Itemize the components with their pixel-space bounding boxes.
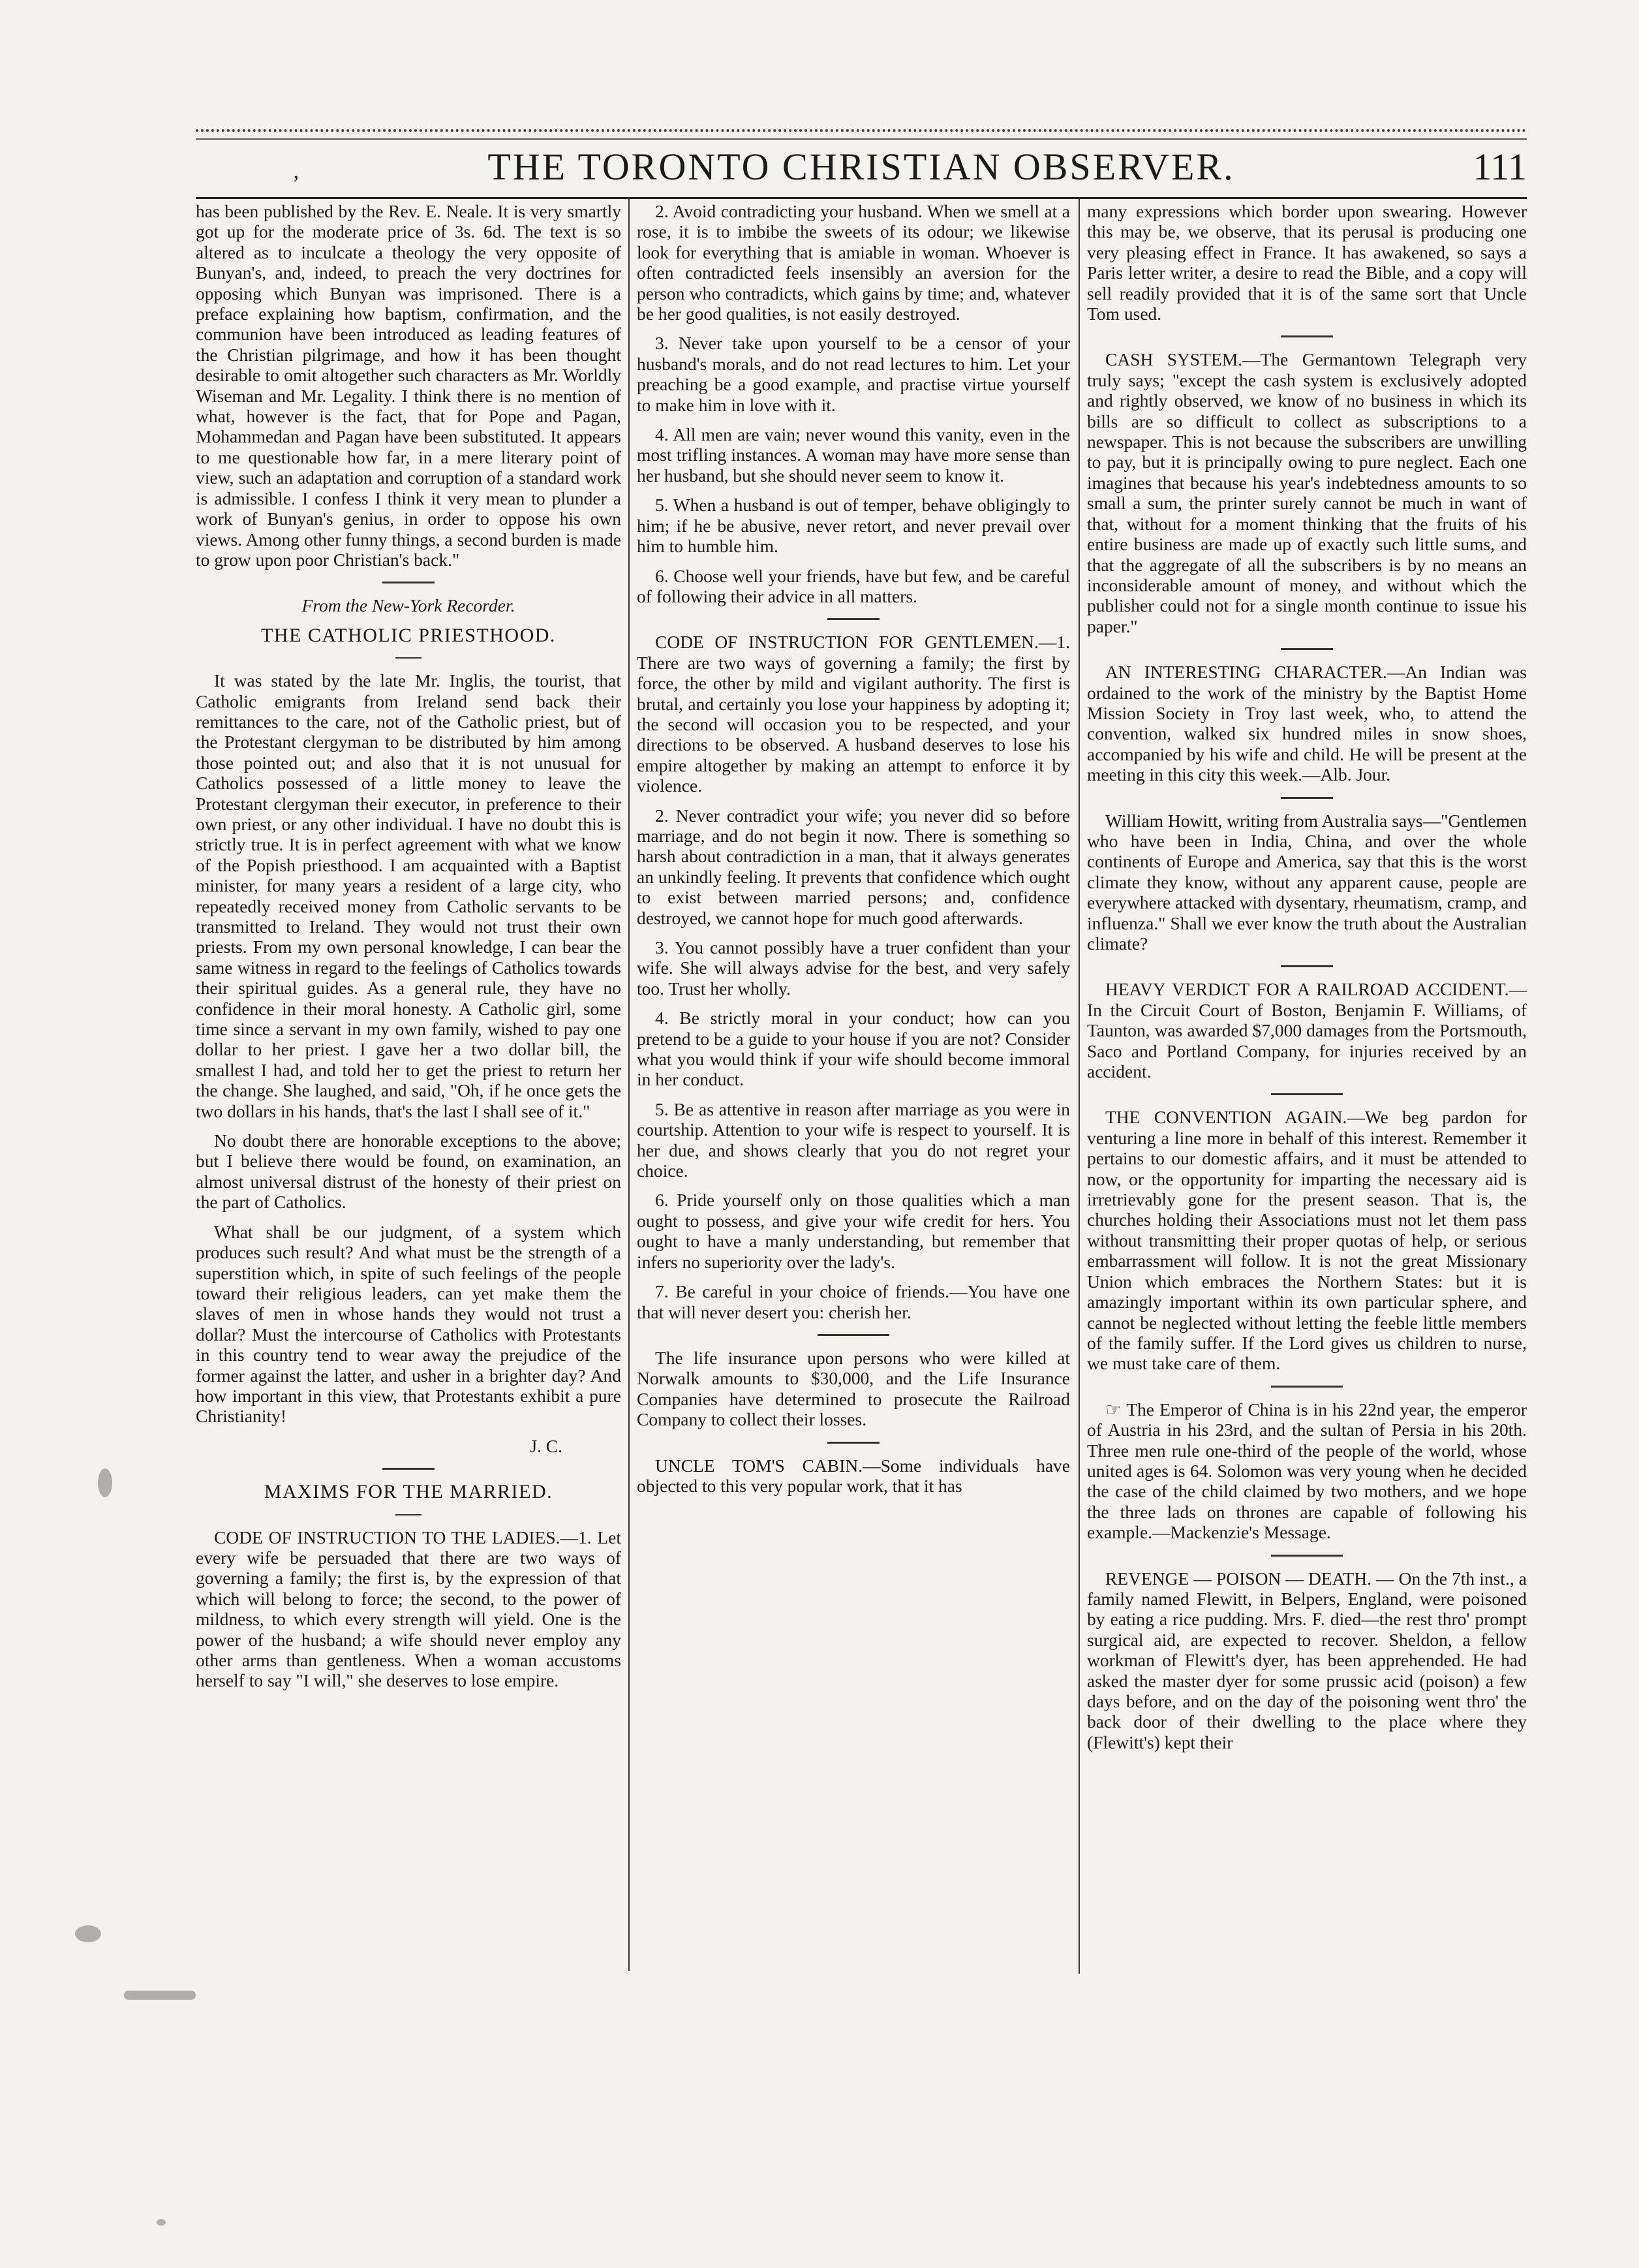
article-paragraph: CODE OF INSTRUCTION FOR GENTLEMEN.—1. There are two ways of governing a family; the first by force, the other by mild and vigilant authority. The first is brutal, and certainly you lose your happiness by adopting it; the second will occasion you to be respected, and your directions to be observed. A husband deserves to lose his empire altogether by making an attempt to enforce it by violence.	[637, 632, 1070, 796]
column-3	[1087, 201, 1527, 1762]
section-separator	[818, 1334, 889, 1336]
top-rule	[196, 138, 1527, 140]
article-paragraph: 2. Avoid contradicting your husband. When we smell at a rose, it is to imbibe the sweets of its odour; we likewise look for everything that is amiable in woman. Whoever is often contradicted feels insensibly an aversion for the person who contradicts, which gains by time; and, whatever be her good qualities, is not easily destroyed.	[637, 201, 1070, 324]
section-separator	[1281, 335, 1333, 337]
article-paragraph: 7. Be careful in your choice of friends.—You have one that will never desert you: cherish her.	[637, 1281, 1070, 1322]
article-paragraph: 4. All men are vain; never wound this vanity, even in the most trifling instances. A woman may have more sense than her husband, but she should never seem to know it.	[637, 424, 1070, 486]
article-paragraph: REVENGE — POISON — DEATH. — On the 7th inst., a family named Flewitt, in Belpers, England, were poisoned by eating a rice pudding. Mrs. F. died—the rest thro' prompt surgical aid, are expected to recover. Sheldon, a fellow workman of Flewitt's dyer, has been apprehended. He had asked the master dyer for some prussic acid (poison) a few days before, and on the day of the poisoning went thro' the back door of their dwelling to the place where they (Flewitt's) kept their	[1087, 1568, 1527, 1752]
section-separator	[1281, 648, 1333, 650]
title-rule	[395, 657, 421, 659]
article-paragraph: ☞ The Emperor of China is in his 22nd year, the emperor of Austria in his 23rd, and the sultan of Persia in his 20th. Three men rule one-third of the people of the world, whose united ages is 64. Solomon was very young when he decided the case of the child claimed by two mothers, and we hope the three lads on thrones are capable of following his example.—Mackenzie's Message.	[1087, 1399, 1527, 1543]
article-paragraph: The life insurance upon persons who were killed at Norwalk amounts to $30,000, and the Life Insurance Companies have determined to prosecute the Railroad Company to collect their losses.	[637, 1347, 1070, 1430]
section-separator	[1281, 797, 1333, 799]
source-line: From the New-York Recorder.	[301, 595, 515, 616]
section-separator	[1271, 1555, 1343, 1557]
title-rule	[395, 1514, 421, 1515]
article-paragraph: HEAVY VERDICT FOR A RAILROAD ACCIDENT.—In the Circuit Court of Boston, Benjamin F. Williams, of Taunton, was awarded $7,000 damages from the Portsmouth, Saco and Portland Company, for injuries received by an accident.	[1087, 979, 1527, 1082]
ink-smudge	[124, 1991, 196, 2000]
article-paragraph: 5. When a husband is out of temper, behave obligingly to him; if he be abusive, never retort, and never prevail over him to humble him.	[637, 495, 1070, 557]
article-paragraph: It was stated by the late Mr. Inglis, the tourist, that Catholic emigrants from Ireland send back their remittances to the care, not of the Catholic priest, but of the Protestant clergyman to be distributed by him among those pointed out; and also that it is not unusual for Catholics possessed of a little money to leave the Protestant clergyman their executor, in preference to their own priest, or any other individual. I have no doubt this is strictly true. It is in perfect agreement with what we know of the Popish priesthood. I am acquainted with a Baptist minister, for many years a resident of a large city, who repeatedly received money from Catholic servants to be transmitted to Ireland. They would not trust their own priests. From my own personal knowledge, I can bear the same witness in regard to the feelings of Catholics towards their spiritual guides. As a general rule, they have no confidence in their moral honesty. A Catholic girl, some time since a servant in my own family, wished to pay one dollar to her priest. I gave her a two dollar bill, the smallest I had, and told her to get the priest to return her the change. She laughed, and said, "Oh, if he once gets the two dollars in his hands, that's the last I shall see of it."	[196, 670, 621, 1121]
ink-smudge	[75, 1925, 101, 1942]
article-paragraph: THE CONVENTION AGAIN.—We beg pardon for venturing a line more in behalf of this interest. Remember it pertains to our domestic affairs, and it must be attended to now, or the opportunity for imparting the necessary aid is irretrievably gone for the present season. That is, the churches holding their Associations must not let them pass without transmitting their proper quotas of help, or serious embarrassment will follow. It is not the great Missionary Union which embraces the Northern States: but it is amazingly important within its own particular sphere, and cannot be neglected without letting the feeble little members of the family suffer. If the Lord gives us children to nurse, we must take care of them.	[1087, 1107, 1527, 1374]
page-number: 111	[1473, 146, 1527, 188]
section-separator	[1271, 1386, 1343, 1388]
article-paragraph: 2. Never contradict your wife; you never did so before marriage, and do not begin it now. There is something so harsh about contradiction in a man, that it always generates an unkindly feeling. It prevents that confidence which ought to exist between married persons; and, confidence destroyed, we cannot hope for much good afterwards.	[637, 805, 1070, 928]
article-paragraph: AN INTERESTING CHARACTER.—An Indian was ordained to the work of the ministry by the Baptist Home Mission Society in Troy last week, who, to attend the convention, walked six hundred miles in snow shoes, accompanied by his wife and child. He will be present at the meeting in this city this week.—Alb. Jour.	[1087, 662, 1527, 785]
section-separator	[1281, 965, 1333, 967]
article-paragraph: many expressions which border upon swearing. However this may be, we observe, that its perusal is producing one very pleasing effect in France. It has awakened, so says a Paris letter writer, a desire to read the Bible, and a copy will sell readily provided that it is of the same sort that Uncle Tom used.	[1087, 201, 1527, 324]
article-paragraph: 4. Be strictly moral in your conduct; how can you pretend to be a guide to your house if you are not? Consider what you would think if your wife should become immoral in her conduct.	[637, 1008, 1070, 1090]
article-paragraph: 3. Never take upon yourself to be a censor of your husband's morals, and do not read lectures to him. Let your preaching be a good example, and practise virtue yourself to make him in love with it.	[637, 333, 1070, 415]
top-ornamental-rule	[196, 129, 1527, 132]
column-2	[637, 201, 1070, 1505]
article-paragraph: 3. You cannot possibly have a truer confident than your wife. She will always advise for the best, and very safely too. Trust her wholly.	[637, 937, 1070, 999]
masthead	[196, 145, 1527, 197]
column-divider	[1079, 198, 1080, 1974]
ink-smudge	[98, 1468, 112, 1497]
article-paragraph: CASH SYSTEM.—The Germantown Telegraph very truly says; "except the cash system is exclusively adopted and rightly observed, we know of no business in which its bills are so difficult to collect as subscriptions to a newspaper. This is not because the subscribers are unwilling to pay, but it is principally owing to pure neglect. Each one imagines that because his year's indebtedness amounts to so small a sum, the printer surely cannot be much in want of that, without for a moment thinking that the fruits of his entire business are made up of exactly such little sums, and that the aggregate of all the subscribers is by no means an inconsiderable amount of money, and without which the publisher could not for a single month continue to issue his paper."	[1087, 349, 1527, 636]
article-title: THE CATHOLIC PRIESTHOOD.	[261, 624, 556, 646]
masthead-mark: ‚	[292, 159, 300, 183]
article-paragraph: has been published by the Rev. E. Neale. It is very smartly got up for the moderate price of 3s. 6d. The text is so altered as to inculcate a theology the very opposite of Bunyan's, and, indeed, to preach the very doctrines for opposing which Bunyan was imprisoned. There is a preface explaining how baptism, confirmation, and the communion have been introduced as leading features of the Christian pilgrimage, and how it has been thought desirable to omit altogether such characters as Mr. Worldly Wiseman and Mr. Legality. I think there is no mention of what, however is the fact, that for Pope and Pagan, Mohammedan and Pagan have been substituted. It appears to me questionable how far, in a mere literary point of view, such an adaptation and corruption of a standard work is admissible. I confess I think it very mean to plunder a work of Bunyan's genius, in order to oppose his own views. Among other funny things, a second burden is made to grow upon poor Christian's back."	[196, 201, 621, 570]
section-separator	[382, 1468, 435, 1470]
column-divider	[628, 198, 630, 1971]
section-separator	[827, 1442, 880, 1444]
signature: J. C.	[530, 1435, 562, 1456]
article-paragraph: William Howitt, writing from Australia says—"Gentlemen who have been in India, China, and over the whole continents of Europe and America, say that this is the worst climate they know, without any apparent cause, people are everywhere attacked with dysentary, rheumatism, cramp, and influenza." Shall we ever know the truth about the Australian climate?	[1087, 810, 1527, 954]
newspaper-title: THE TORONTO CHRISTIAN OBSERVER.	[487, 146, 1235, 188]
column-1	[196, 201, 621, 1700]
header-rule	[196, 197, 1527, 199]
article-paragraph: What shall be our judgment, of a system which produces such result? And what must be the strength of a superstition which, in spite of such feelings of the people toward their religious leaders, can yet make them the slaves of men in whose hands they would not trust a dollar? Must the intercourse of Catholics with Protestants in this country tend to wear away the prejudice of the former against the latter, and usher in a brighter day? And how important in this view, that Protestants exhibit a pure Christianity!	[196, 1221, 621, 1427]
section-separator	[827, 618, 880, 620]
article-paragraph: No doubt there are honorable exceptions to the above; but I believe there would be found, on examination, an almost universal distrust of the honesty of their priest on the part of Catholics.	[196, 1130, 621, 1213]
article-paragraph: 5. Be as attentive in reason after marriage as you were in courtship. Attention to your wife is respect to yourself. It is her due, and shows clearly that you do not regret your choice.	[637, 1098, 1070, 1181]
ink-smudge	[157, 2219, 166, 2226]
article-paragraph: 6. Pride yourself only on those qualities which a man ought to possess, and give your wife credit for hers. You ought to have a manly understanding, but remember that infers no superiority over the lady's.	[637, 1190, 1070, 1272]
article-title: MAXIMS FOR THE MARRIED.	[264, 1481, 553, 1503]
article-paragraph: UNCLE TOM'S CABIN.—Some individuals have objected to this very popular work, that it has	[637, 1455, 1070, 1496]
section-separator	[1271, 1093, 1343, 1095]
article-paragraph: CODE OF INSTRUCTION TO THE LADIES.—1. Let every wife be persuaded that there are two ways of governing a family; the first is, by the expression of that which will belong to force; the second, to the power of mildness, to which every strength will yield. One is the power of the husband; a wife should never employ any other arms than gentleness. When a woman accustoms herself to say "I will," she deserves to lose empire.	[196, 1527, 621, 1691]
section-separator	[382, 582, 435, 583]
article-paragraph: 6. Choose well your friends, have but few, and be careful of following their advice in all matters.	[637, 565, 1070, 606]
